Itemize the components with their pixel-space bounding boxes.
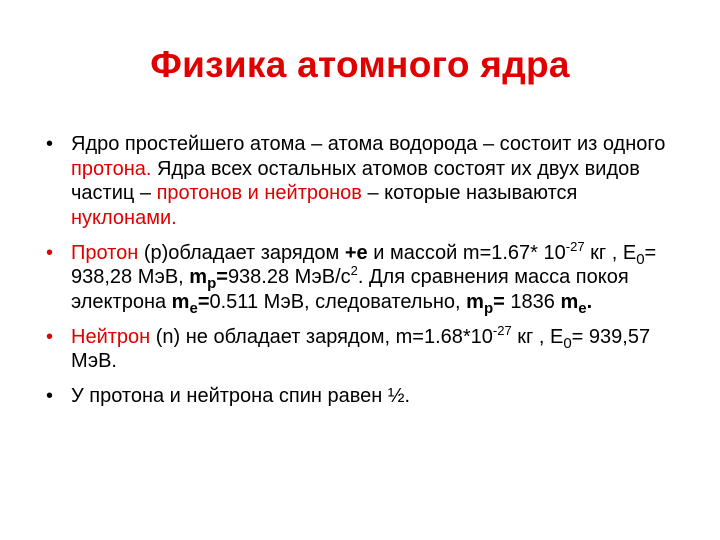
bullet-item-proton (46, 238, 686, 317)
bullet-item-neutron (46, 322, 686, 374)
bullet2-text-g: 0.511 МэВ, следовательно, (209, 290, 467, 313)
bullet2-text-e: 938.28 МэВ/с (227, 266, 351, 288)
bullet2-text-b: и массой m=1.67* 10 (367, 241, 566, 264)
bullet2-sub-p-2: p (483, 299, 494, 317)
bullet2-equals-2: = (197, 290, 210, 313)
bullet2-mass-symbol-1: m (189, 266, 208, 288)
bullet2-mass-symbol-4: m (560, 290, 579, 313)
bullet2-charge: +e (344, 241, 368, 264)
bullet-dot-icon: • (46, 241, 54, 264)
bullet-dot-icon: • (46, 385, 54, 407)
bullet2-sub-e-2: e (578, 299, 587, 317)
bullet1-text-c: – которые называются (361, 182, 578, 204)
bullet3-neutron: Нейтрон (71, 325, 151, 348)
bullet3-text-c: = 939,57 МэВ. (71, 325, 651, 372)
bullet2-mass-symbol-3: m (466, 290, 484, 313)
bullet1-text-b: Ядра всех остальных атомов состоят их двух видов частиц – (71, 157, 640, 204)
bullet1-proton: протона. (71, 157, 152, 180)
bullet2-text-f: . Для сравнения масса покоя электрона (71, 266, 629, 313)
bullet2-text-a: (p)обладает зарядом (138, 241, 345, 264)
bullet-dot-icon: • (46, 133, 54, 155)
bullet2-text-c: кг , E (584, 241, 637, 264)
bullet2-exponent: -27 (565, 238, 585, 254)
bullet1-text-a: Ядро простейшего атома – атома водорода – состоит из одного (71, 133, 666, 155)
slide-title: Физика атомного ядра (150, 44, 570, 85)
bullet3-sub-zero: 0 (563, 334, 572, 352)
bullet-list (46, 132, 686, 419)
bullet2-text-h: 1836 (504, 290, 561, 313)
bullet2-mass-symbol-2: m (171, 290, 190, 313)
bullet3-text-b: кг , E (511, 325, 564, 348)
bullet-item-nucleus (46, 132, 686, 230)
bullet2-equals-1: = (216, 266, 228, 288)
bullet2-period: . (586, 290, 593, 313)
bullet2-text-d: = 938,28 МэВ, (71, 241, 657, 288)
bullet1-protons-neutrons: протонов и нейтронов (156, 182, 362, 204)
bullet4-text: У протона и нейтрона спин равен ½. (71, 385, 411, 407)
bullet2-sub-zero: 0 (636, 250, 645, 268)
bullet2-proton: Протон (71, 241, 139, 264)
bullet3-exponent: -27 (492, 322, 512, 338)
bullet3-text-a: (n) не обладает зарядом, m=1.68*10 (150, 325, 493, 348)
bullet2-sub-e-1: e (189, 299, 198, 317)
bullet2-sup-two: 2 (350, 263, 358, 278)
bullet-dot-icon: • (46, 325, 54, 348)
bullet-item-spin (46, 384, 686, 409)
bullet2-sub-p-1: p (207, 275, 217, 292)
bullet1-nucleons: нуклонами. (71, 206, 177, 229)
bullet2-equals-3: = (493, 290, 505, 313)
